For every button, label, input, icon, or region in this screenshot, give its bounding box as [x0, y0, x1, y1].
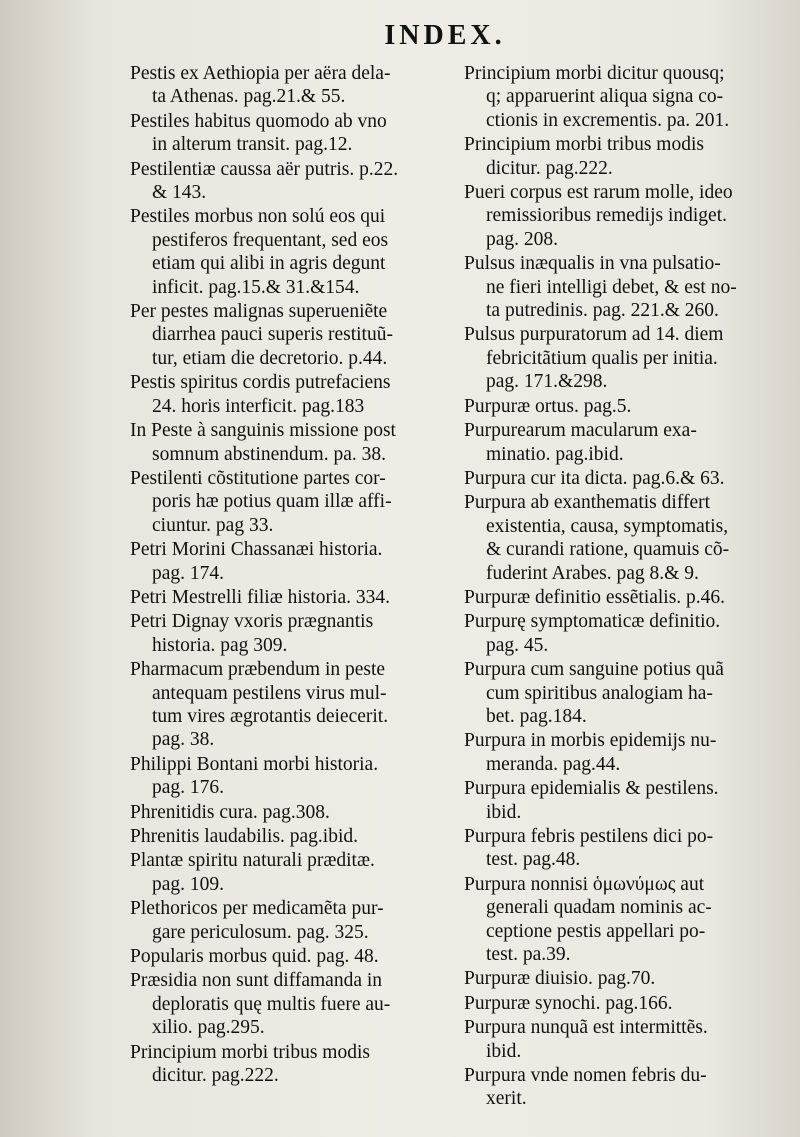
index-entry-line: Petri Morini Chassanæi historia. — [130, 539, 383, 561]
index-entry-line: ciuntur. pag 33. — [152, 514, 274, 536]
index-entry-line: pag. 171.&298. — [486, 371, 608, 393]
index-entry-line: tum vires ægrotantis deiecerit. — [152, 705, 389, 727]
index-entry-line: pag. 109. — [152, 873, 225, 895]
running-head: INDEX. — [384, 20, 506, 51]
index-entry-line: pag. 174. — [152, 562, 225, 584]
index-entry-line: Principium morbi dicitur quousq; — [464, 63, 725, 84]
index-entry — [130, 300, 448, 370]
left-column — [130, 62, 448, 1112]
index-entry-line: ibid. — [486, 801, 522, 823]
index-entry-line: xilio. pag.295. — [152, 1017, 265, 1039]
index-entry — [464, 467, 770, 490]
index-entry — [130, 610, 448, 657]
index-entry — [464, 992, 770, 1015]
index-entry — [464, 62, 770, 132]
index-entry-line: fuderint Arabes. pag 8.& 9. — [486, 562, 699, 584]
index-entry — [464, 323, 770, 393]
index-entry — [464, 395, 770, 418]
index-entry-line: pag. 208. — [486, 228, 559, 250]
index-entry-line: Purpura cum sanguine potius quã — [464, 659, 724, 681]
index-entry-line: Pestilentiæ caussa aër putris. p.22. — [130, 158, 399, 180]
index-entry-line: diarrhea pauci superis restituũ- — [152, 324, 393, 346]
index-entry-line: ta putredinis. pag. 221.& 260. — [486, 300, 719, 322]
index-entry-line: Purpurę symptomaticæ definitio. — [464, 611, 721, 633]
index-entry — [130, 419, 448, 466]
index-entry-line: Purpura ab exanthematis differt — [464, 492, 711, 514]
index-entry-line: Pestis spiritus cordis putrefaciens — [130, 372, 391, 394]
index-entry — [130, 658, 448, 752]
index-entry-line: Philippi Bontani morbi historia. — [130, 753, 379, 775]
index-entry-line: & curandi ratione, quamuis cõ- — [486, 539, 730, 561]
index-entry-line: pag. 38. — [152, 729, 215, 751]
index-entry-line: dicitur. pag.222. — [486, 157, 613, 179]
index-entry-line: febricitãtium qualis per initia. — [486, 347, 718, 369]
index-entry-line: Pestiles morbus non solú eos qui — [130, 206, 386, 228]
index-entry — [130, 753, 448, 800]
index-entry-line: 24. horis interficit. pag.183 — [152, 395, 365, 417]
index-entry — [130, 371, 448, 418]
index-entry-line: ne fieri intelligi debet, & est no- — [486, 276, 737, 298]
index-entry-line: Purpuræ synochi. pag.166. — [464, 992, 673, 1014]
index-entry-line: xerit. — [486, 1088, 527, 1110]
index-entry-line: Principium morbi tribus modis — [130, 1041, 370, 1063]
index-entry-line: Pestiles habitus quomodo ab vno — [130, 110, 387, 132]
index-entry-line: ta Athenas. pag.21.& 55. — [152, 86, 346, 108]
index-entry-line: existentia, causa, symptomatis, — [486, 515, 729, 537]
index-entry — [130, 62, 448, 109]
index-entry-line: in alterum transit. pag.12. — [152, 134, 353, 156]
index-entry — [130, 897, 448, 944]
index-entry — [130, 1041, 448, 1088]
index-entry-line: Purpuræ definitio essẽtialis. p.46. — [464, 586, 726, 608]
index-entry-line: ibid. — [486, 1040, 522, 1062]
index-entry-line: & 143. — [152, 182, 207, 204]
index-entry-line: Phrenitidis cura. pag.308. — [130, 801, 330, 823]
index-entry-line: Pestilenti cõstitutione partes cor- — [130, 467, 386, 489]
index-entry — [464, 729, 770, 776]
index-entry — [464, 825, 770, 872]
index-entry-line: dicitur. pag.222. — [152, 1065, 279, 1087]
index-entry-line: meranda. pag.44. — [486, 753, 621, 775]
index-entry-line: test. pa.39. — [486, 944, 571, 966]
index-entry-line: tur, etiam die decretorio. p.44. — [152, 347, 388, 369]
index-entry-line: Principium morbi tribus modis — [464, 134, 704, 156]
index-entry-line: Pulsus purpuratorum ad 14. diem — [464, 324, 724, 346]
index-entry — [464, 586, 770, 609]
index-entry — [130, 110, 448, 157]
index-entry-line: pestiferos frequentant, sed eos — [152, 229, 389, 251]
index-entry-line: deploratis quę multis fuere au- — [152, 993, 391, 1015]
index-entry-line: bet. pag.184. — [486, 705, 587, 727]
index-entry-line: Purpura cur ita dicta. pag.6.& 63. — [464, 467, 725, 489]
index-entry-line: Popularis morbus quid. pag. 48. — [130, 946, 379, 968]
index-entry-line: Purpuræ ortus. pag.5. — [464, 395, 632, 417]
index-entry-line: ctionis in excrementis. pa. 201. — [486, 109, 730, 131]
index-entry-line: generali quadam nominis ac- — [486, 897, 712, 919]
index-entry — [130, 205, 448, 299]
index-entry — [130, 849, 448, 896]
index-entry-line: minatio. pag.ibid. — [486, 443, 624, 465]
index-entry — [464, 491, 770, 585]
index-entry-line: Petri Mestrelli filiæ historia. 334. — [130, 586, 390, 608]
index-entry-line: Purpura febris pestilens dici po- — [464, 826, 714, 847]
index-entry-line: Plantæ spiritu naturali præditæ. — [130, 850, 375, 872]
index-entry-line: etiam qui alibi in agris degunt — [152, 253, 386, 275]
index-entry — [464, 181, 770, 251]
index-entry-line: Purpura nunquã est intermittẽs. — [464, 1017, 708, 1039]
index-entry — [464, 967, 770, 990]
index-entry-line: historia. pag 309. — [152, 634, 288, 656]
index-entry-line: In Peste à sanguinis missione post — [130, 420, 396, 442]
index-entry-line: Purpura vnde nomen febris du- — [464, 1065, 707, 1087]
index-entry — [464, 873, 770, 967]
index-entry-line: q; apparuerint aliqua signa co- — [486, 86, 724, 108]
index-entry — [130, 538, 448, 585]
index-entry-line: pag. 176. — [152, 777, 225, 799]
index-entry — [130, 945, 448, 968]
index-entry — [130, 969, 448, 1039]
index-entry — [130, 467, 448, 537]
index-entry — [464, 133, 770, 180]
index-entry-line: Pueri corpus est rarum molle, ideo — [464, 182, 733, 204]
index-entry-line: ceptione pestis appellari po- — [486, 920, 706, 942]
index-entry-line: Præsidia non sunt diffamanda in — [130, 970, 383, 992]
index-entry-line: Pestis ex Aethiopia per aëra dela- — [130, 63, 391, 84]
index-entry-line: cum spiritibus analogiam ha- — [486, 682, 713, 704]
index-entry-line: Purpura nonnisi ὁμωνύμως aut — [464, 873, 705, 895]
index-entry-line: Phrenitis laudabilis. pag.ibid. — [130, 826, 359, 847]
index-entry-line: Pharmacum præbendum in peste — [130, 659, 386, 681]
index-entry — [464, 658, 770, 728]
index-entry-line: pag. 45. — [486, 634, 549, 656]
index-entry — [130, 825, 448, 848]
index-entry-line: poris hæ potius quam illæ affi- — [152, 491, 392, 513]
index-entry-line: remissioribus remedijs indiget. — [486, 205, 728, 227]
index-entry — [464, 1016, 770, 1063]
index-entry-line: inficit. pag.15.& 31.&154. — [152, 276, 360, 298]
index-entry — [130, 158, 448, 205]
index-entry-line: Pulsus inæqualis in vna pulsatio- — [464, 253, 721, 275]
right-column — [464, 62, 770, 1112]
index-entry-line: Plethoricos per medicamẽta pur- — [130, 898, 384, 920]
index-entry — [464, 252, 770, 322]
index-entry — [130, 586, 448, 609]
index-entry-line: test. pag.48. — [486, 849, 581, 871]
index-entry-line: Purpura in morbis epidemijs nu- — [464, 730, 717, 752]
index-entry — [464, 777, 770, 824]
index-entry — [130, 801, 448, 824]
index-entry-line: Purpura epidemialis & pestilens. — [464, 778, 719, 800]
index-entry — [464, 610, 770, 657]
index-entry — [464, 419, 770, 466]
index-entry-line: Purpurearum macularum exa- — [464, 420, 697, 442]
index-entry-line: Petri Dignay vxoris prægnantis — [130, 611, 374, 633]
index-entry — [464, 1064, 770, 1111]
index-entry-line: Per pestes malignas superueniẽte — [130, 301, 388, 323]
index-entry-line: antequam pestilens virus mul- — [152, 682, 387, 704]
index-entry-line: Purpuræ diuisio. pag.70. — [464, 968, 656, 990]
index-entry-line: gare periculosum. pag. 325. — [152, 921, 369, 943]
index-entry-line: somnum abstinendum. pa. 38. — [152, 443, 386, 465]
index-columns — [130, 62, 770, 1112]
